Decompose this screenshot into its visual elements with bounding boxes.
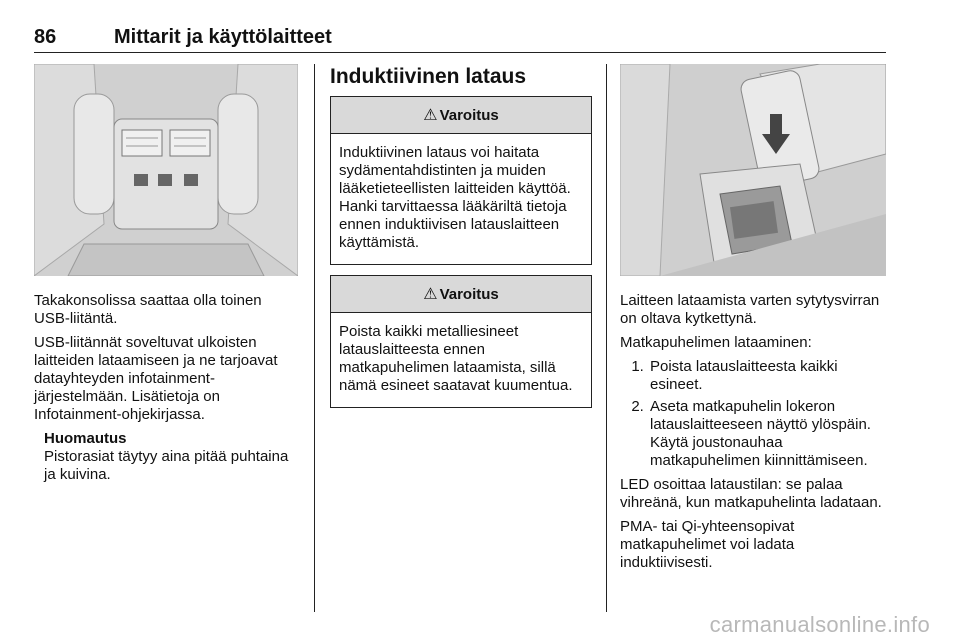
page-title: Mittarit ja käyttölaitteet: [114, 26, 332, 48]
warning-triangle-icon: ⚠: [423, 286, 438, 303]
compatibility-text: PMA- tai Qi-yhteensopivat matkapuhelimet voi ladata induktiivisesti.: [620, 518, 795, 571]
watermark: carmanualsonline.info: [709, 612, 930, 637]
warning-header: [331, 97, 591, 134]
column-right: [620, 64, 886, 578]
inductive-charger-illustration: [620, 64, 886, 276]
warning-title: Varoitus: [439, 106, 499, 124]
note-text: Pistorasiat täytyy aina pitää puhtaina ja kuivina.: [44, 448, 289, 483]
warning-title: Varoitus: [439, 285, 499, 303]
charging-steps-list: [620, 358, 886, 470]
column-left: [34, 64, 298, 484]
warning-header: [331, 276, 591, 313]
charging-instructions-intro: Matkapuhelimen lataaminen:: [620, 334, 812, 351]
ignition-text: Laitteen lataamista varten sytytysvirran on oltava kytkettynä.: [620, 292, 880, 327]
page-header: [34, 26, 886, 53]
warning-text: Induktiivinen lataus voi haitata sydämentahdistinten ja muiden lääketieteellisten laitteiden käyttöä. Hanki tarvittaessa lääkäriltä tietoja ennen induktiivisen latauslaitteen käyttämistä.: [339, 144, 571, 251]
page-number: 86: [34, 26, 57, 48]
warning-text: Poista kaikki metalliesineet latauslaitteesta ennen matkapuhelimen lataamista, sillä nämä esineet saatavat kuumentua.: [339, 323, 573, 394]
note-title: Huomautus: [44, 430, 127, 447]
warning-box: [330, 275, 592, 408]
usb-description-text: USB-liitännät soveltuvat ulkoisten laitteiden lataamiseen ja ne tarjoavat datayhteyden infotainment-järjestelmään. Lisätietoja on Infotainment-ohjekirjassa.: [34, 334, 278, 423]
list-item: 1. Poista latauslaitteesta kaikki esineet.: [648, 358, 886, 394]
column-middle: [330, 64, 592, 418]
rear-console-usb-illustration: [34, 64, 298, 276]
column-divider: [606, 64, 607, 612]
usb-intro-text: Takakonsolissa saattaa olla toinen USB-liitäntä.: [34, 292, 262, 327]
warning-box: [330, 96, 592, 265]
section-heading: Induktiivinen lataus: [330, 65, 527, 88]
list-item: 2. Aseta matkapuhelin lokeron latauslaitteeseen näyttö ylöspäin. Käytä joustonauhaa matkapuhelimen kiinnittämiseen.: [648, 398, 886, 470]
warning-triangle-icon: ⚠: [423, 107, 438, 124]
column-divider: [314, 64, 315, 612]
note-box: [44, 430, 298, 484]
led-status-text: LED osoittaa lataustilan: se palaa vihreänä, kun matkapuhelinta ladataan.: [620, 476, 882, 511]
